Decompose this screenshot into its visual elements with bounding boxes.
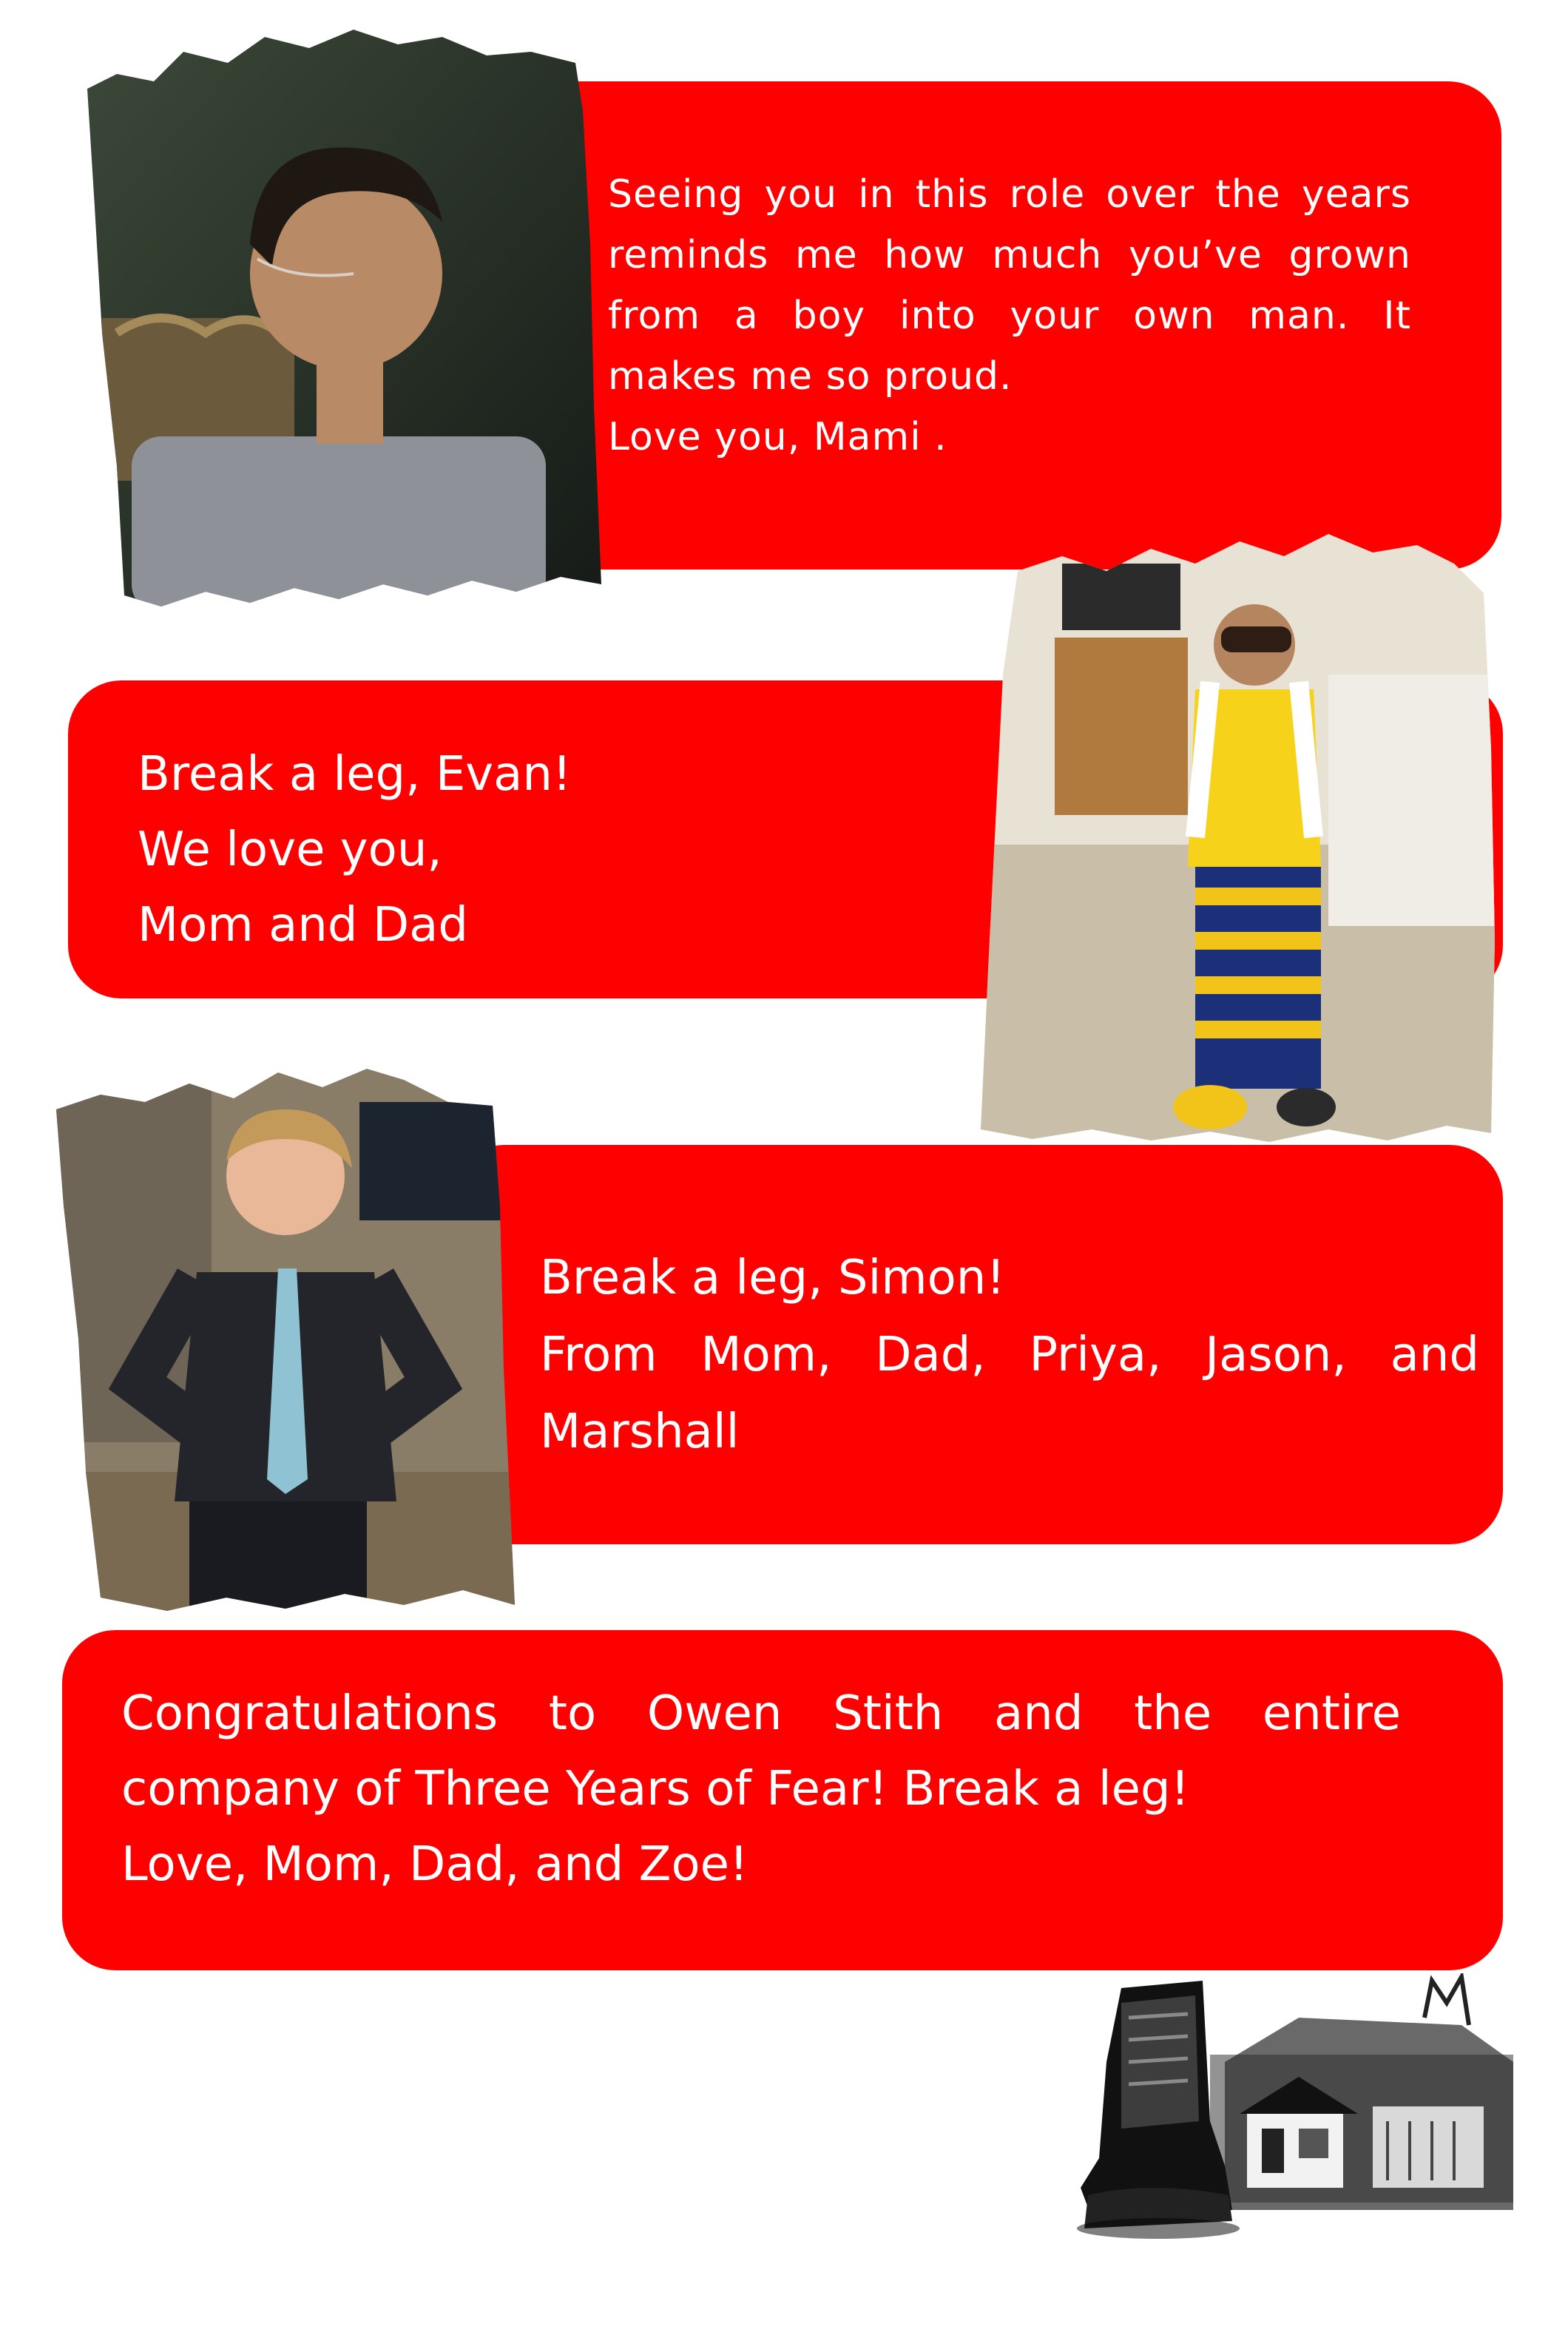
message-4-line-3: Love, Mom, Dad, and Zoe! xyxy=(121,1837,748,1892)
boot-and-house-logo xyxy=(1077,1973,1521,2257)
message-text-1 xyxy=(608,164,1411,467)
boy-in-suit-and-tie-photo xyxy=(49,1058,537,1611)
message-3-line-1: Break a leg, Simon! xyxy=(540,1251,1005,1305)
message-text-2 xyxy=(138,737,877,963)
message-text-3 xyxy=(540,1240,1479,1470)
message-1-line-5: Love you, Mami . xyxy=(608,415,947,459)
child-in-costume-sunglasses-photo xyxy=(973,527,1500,1145)
message-1-line-1: Seeing you in this role over the years xyxy=(608,172,1411,217)
message-2-line-3: Mom and Dad xyxy=(138,898,468,953)
message-1-line-4: makes me so proud. xyxy=(608,354,1013,399)
message-3-line-2: From Mom, Dad, Priya, Jason, and xyxy=(540,1328,1479,1382)
teen-actor-portrait-photo xyxy=(72,22,605,614)
message-text-4 xyxy=(121,1676,1401,1902)
message-3-line-3: Marshall xyxy=(540,1405,740,1459)
message-2-line-2: We love you, xyxy=(138,822,442,877)
message-1-line-2: reminds me how much you’ve grown xyxy=(608,233,1411,277)
message-4-line-1: Congratulations to Owen Stith and the entire xyxy=(121,1686,1401,1741)
message-2-line-1: Break a leg, Evan! xyxy=(138,747,572,802)
message-1-line-3: from a boy into your own man. It xyxy=(608,294,1411,338)
message-4-line-2: company of Three Years of Fear! Break a leg! xyxy=(121,1762,1190,1816)
